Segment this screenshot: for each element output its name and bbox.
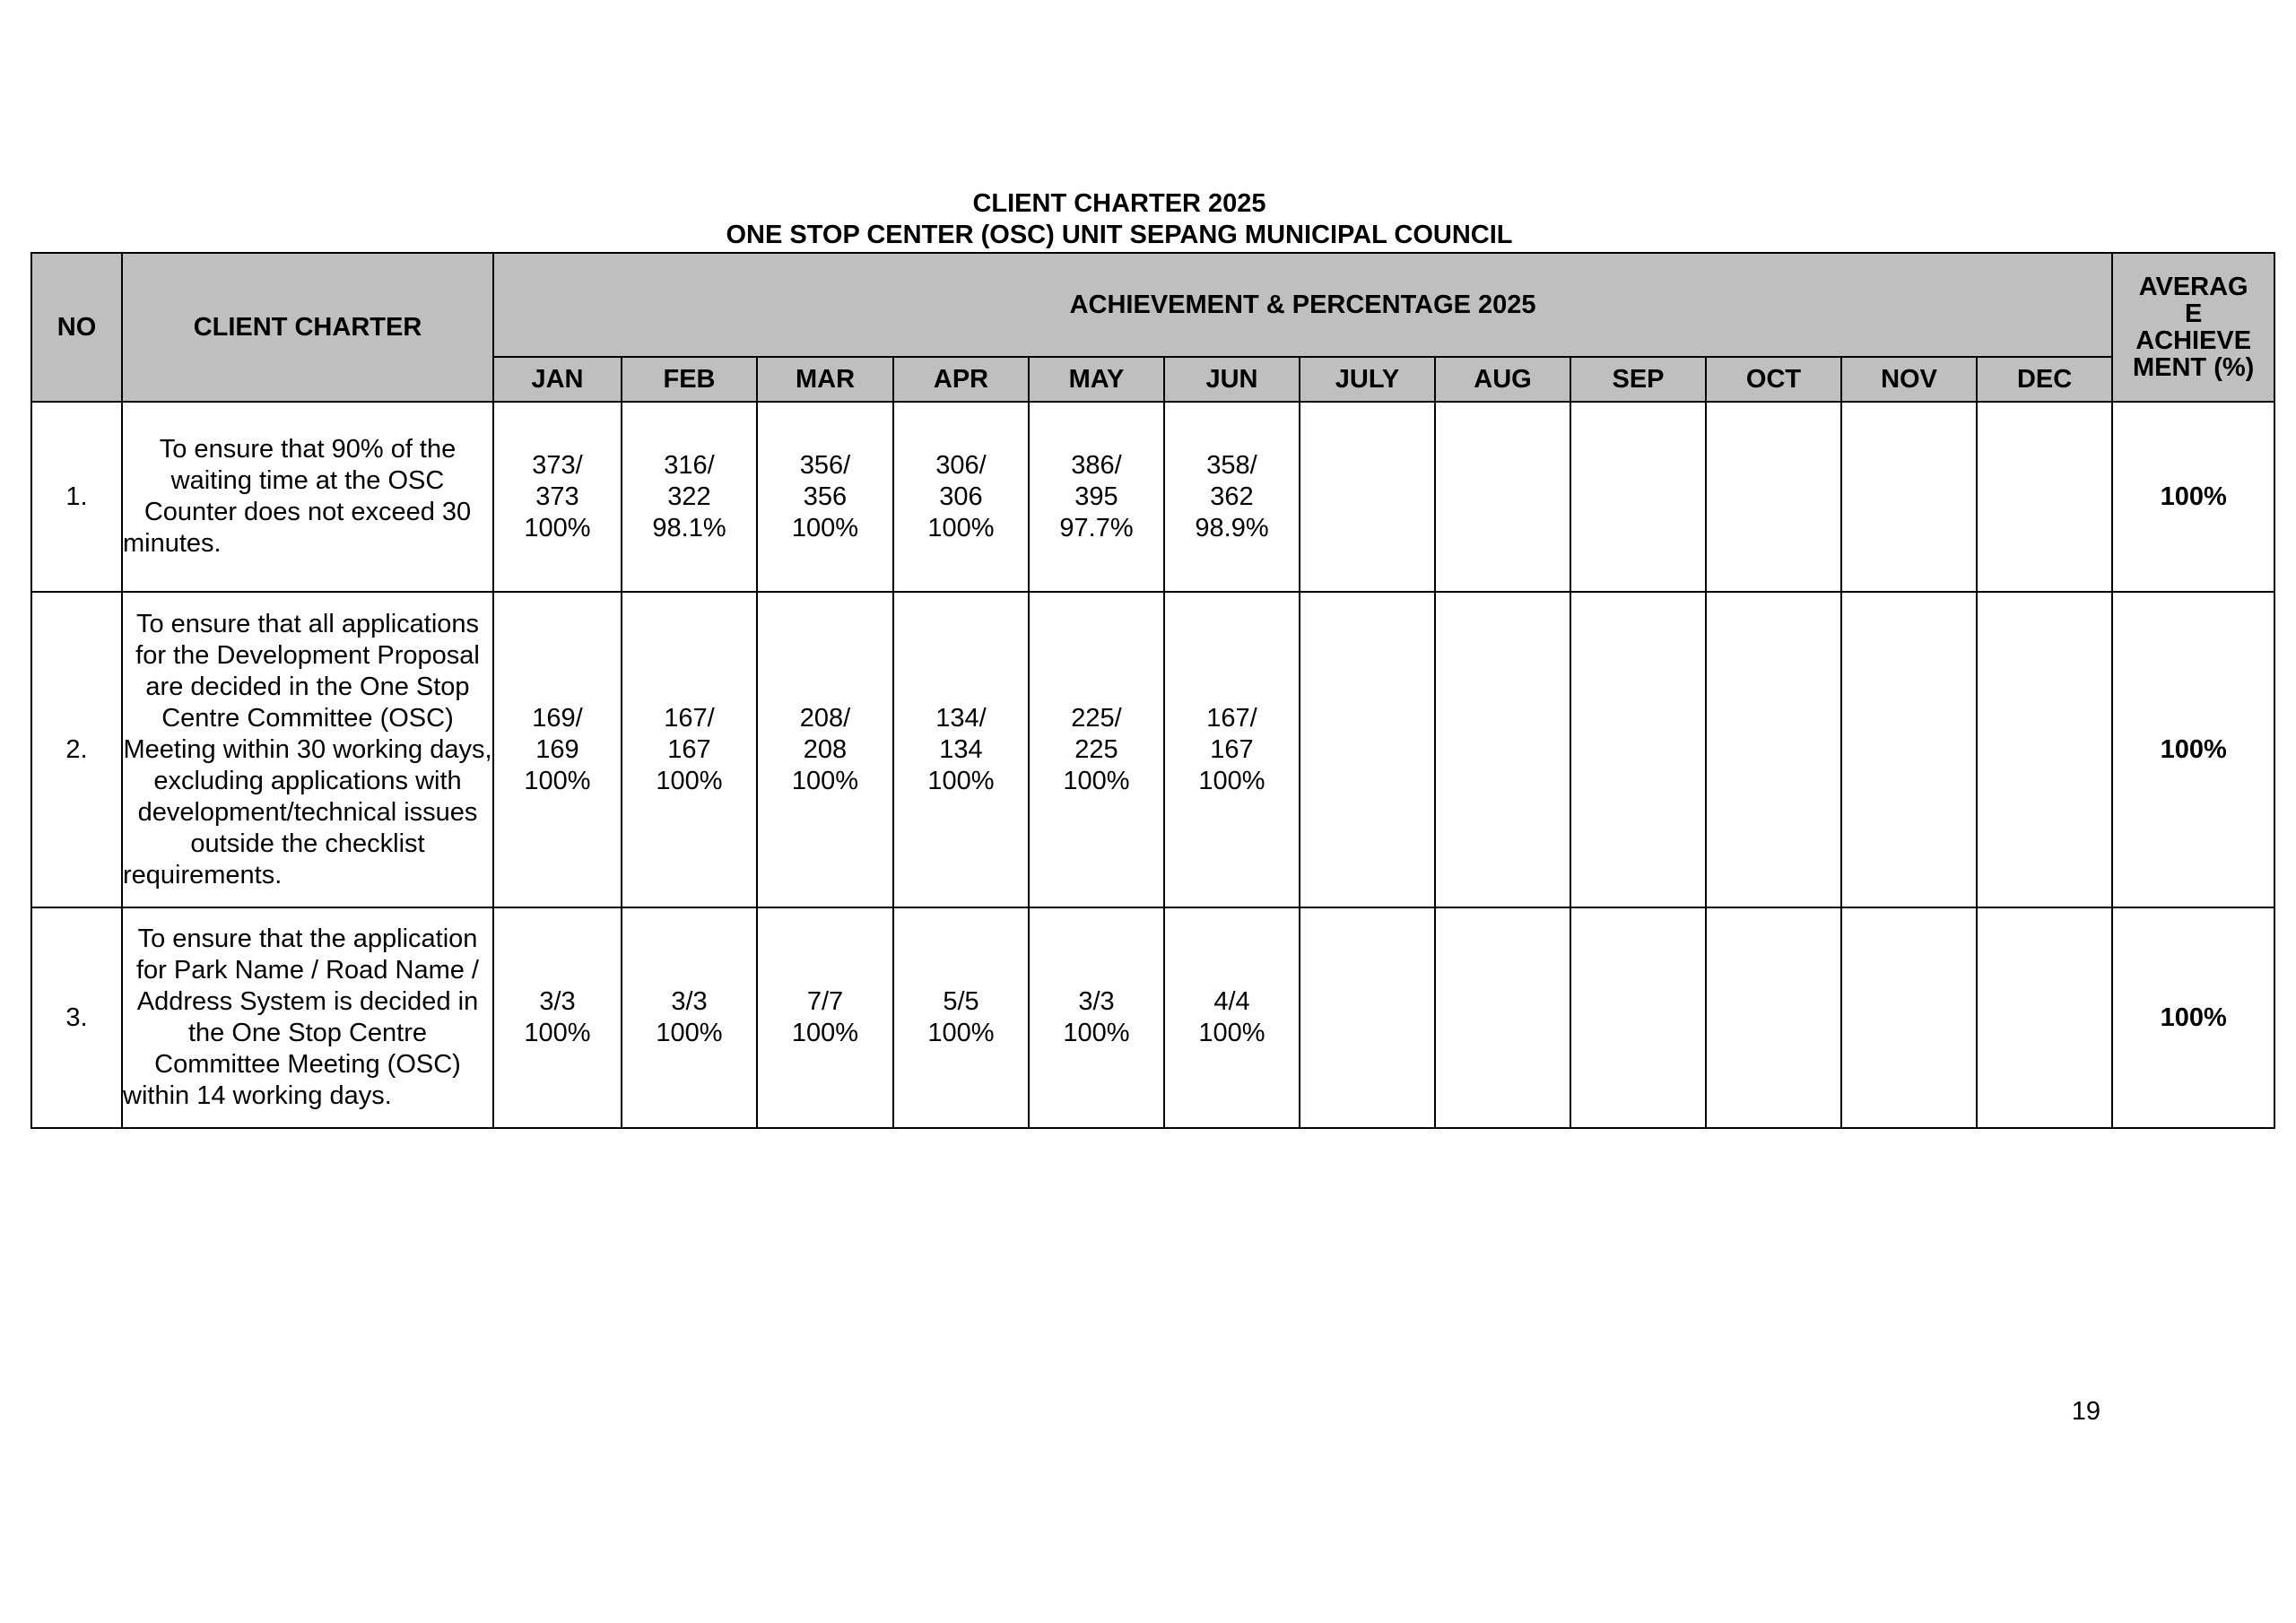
- charter-description: To ensure that 90% of the waiting time at the OSC Counter does not exceed 30 minutes.: [122, 402, 493, 592]
- value-line: 322: [667, 482, 711, 511]
- value-line: 134/: [935, 703, 987, 733]
- value-line: 356: [803, 482, 848, 511]
- value-line: 4/4: [1213, 987, 1250, 1016]
- month-value-cell: [893, 402, 1029, 592]
- document-title: CLIENT CHARTER 2025: [972, 189, 1266, 218]
- empty-month-cell: [1435, 592, 1570, 907]
- month-value-cell: [1029, 592, 1164, 907]
- value-line: 100%: [927, 766, 995, 795]
- row-number: 1.: [31, 402, 122, 592]
- header-average-line: ACHIEVE: [2135, 326, 2252, 355]
- month-value-cell: [622, 402, 757, 592]
- month-value-cell: [1029, 402, 1164, 592]
- average-achievement: 100%: [2112, 402, 2274, 592]
- value-line: 100%: [927, 1019, 995, 1047]
- value-line: 100%: [524, 513, 591, 542]
- empty-month-cell: [1841, 402, 1977, 592]
- value-line: 167: [667, 734, 711, 764]
- value-line: 3/3: [671, 987, 708, 1016]
- value-line: 225/: [1071, 703, 1122, 733]
- document-subtitle: ONE STOP CENTER (OSC) UNIT SEPANG MUNICIPAL COUNCIL: [726, 221, 1513, 249]
- month-value-cell: [1029, 907, 1164, 1128]
- empty-month-cell: [1570, 402, 1706, 592]
- month-header-jun: JUN: [1164, 357, 1300, 402]
- average-achievement: 100%: [2112, 592, 2274, 907]
- empty-month-cell: [1977, 907, 2112, 1128]
- value-line: 7/7: [806, 987, 844, 1016]
- empty-month-cell: [1706, 907, 1841, 1128]
- empty-month-cell: [1841, 592, 1977, 907]
- month-header-apr: APR: [893, 357, 1029, 402]
- value-line: 225: [1074, 734, 1118, 764]
- value-line: 5/5: [943, 987, 979, 1016]
- value-line: 100%: [791, 766, 859, 795]
- month-value-cell: [622, 592, 757, 907]
- table-row: [31, 402, 2274, 592]
- row-number: 3.: [31, 907, 122, 1128]
- month-header-feb: FEB: [622, 357, 757, 402]
- value-line: 3/3: [539, 987, 576, 1016]
- value-line: 208: [803, 734, 848, 764]
- month-value-cell: [893, 907, 1029, 1128]
- value-line: 100%: [656, 766, 723, 795]
- month-value-cell: [493, 402, 622, 592]
- month-header-july: JULY: [1300, 357, 1435, 402]
- empty-month-cell: [1300, 402, 1435, 592]
- value-line: 316/: [664, 450, 715, 480]
- value-line: 100%: [1063, 1019, 1130, 1047]
- value-line: 167/: [1206, 703, 1257, 733]
- empty-month-cell: [1300, 907, 1435, 1128]
- header-no: NO: [31, 253, 122, 402]
- header-average-line: E: [2184, 299, 2203, 328]
- month-header-oct: OCT: [1706, 357, 1841, 402]
- month-header-nov: NOV: [1841, 357, 1977, 402]
- client-charter-table: [30, 252, 2275, 1129]
- value-line: 169/: [532, 703, 583, 733]
- month-value-cell: [893, 592, 1029, 907]
- empty-month-cell: [1977, 592, 2112, 907]
- value-line: 134: [939, 734, 983, 764]
- empty-month-cell: [1300, 592, 1435, 907]
- value-line: 167: [1210, 734, 1254, 764]
- month-header-aug: AUG: [1435, 357, 1570, 402]
- month-value-cell: [757, 402, 893, 592]
- value-line: 395: [1074, 482, 1118, 511]
- empty-month-cell: [1435, 907, 1570, 1128]
- month-header-dec: DEC: [1977, 357, 2112, 402]
- table-row: [31, 907, 2274, 1128]
- value-line: 362: [1210, 482, 1254, 511]
- value-line: 100%: [1198, 1019, 1265, 1047]
- table-row: [31, 592, 2274, 907]
- value-line: 98.1%: [652, 513, 726, 542]
- empty-month-cell: [1706, 402, 1841, 592]
- month-header-may: MAY: [1029, 357, 1164, 402]
- month-value-cell: [493, 592, 622, 907]
- empty-month-cell: [1977, 402, 2112, 592]
- month-value-cell: [622, 907, 757, 1128]
- empty-month-cell: [1706, 592, 1841, 907]
- value-line: 3/3: [1078, 987, 1115, 1016]
- value-line: 373/: [532, 450, 583, 480]
- average-achievement: 100%: [2112, 907, 2274, 1128]
- header-average-line: MENT (%): [2132, 353, 2255, 382]
- charter-description: To ensure that the application for Park Name / Road Name / Address System is decided in the One Stop Centre Committee Meeting (OSC) within 14 working days.: [122, 907, 493, 1128]
- header-achievement: ACHIEVEMENT & PERCENTAGE 2025: [493, 253, 2112, 357]
- value-line: 100%: [927, 513, 995, 542]
- month-value-cell: [1164, 592, 1300, 907]
- empty-month-cell: [1841, 907, 1977, 1128]
- value-line: 306/: [935, 450, 987, 480]
- month-value-cell: [1164, 402, 1300, 592]
- value-line: 100%: [1198, 766, 1265, 795]
- value-line: 208/: [799, 703, 851, 733]
- value-line: 167/: [664, 703, 715, 733]
- month-value-cell: [757, 907, 893, 1128]
- month-value-cell: [757, 592, 893, 907]
- month-value-cell: [493, 907, 622, 1128]
- empty-month-cell: [1570, 907, 1706, 1128]
- value-line: 386/: [1071, 450, 1122, 480]
- header-average-line: AVERAG: [2138, 273, 2248, 301]
- value-line: 100%: [791, 513, 859, 542]
- month-header-jan: JAN: [493, 357, 622, 402]
- row-number: 2.: [31, 592, 122, 907]
- value-line: 100%: [791, 1019, 859, 1047]
- month-header-mar: MAR: [757, 357, 893, 402]
- value-line: 358/: [1206, 450, 1257, 480]
- month-header-sep: SEP: [1570, 357, 1706, 402]
- month-value-cell: [1164, 907, 1300, 1128]
- value-line: 100%: [656, 1019, 723, 1047]
- value-line: 100%: [1063, 766, 1130, 795]
- header-average: [2112, 253, 2274, 402]
- document-title-block: [0, 188, 2239, 251]
- value-line: 373: [535, 482, 579, 511]
- value-line: 100%: [524, 1019, 591, 1047]
- value-line: 306: [939, 482, 983, 511]
- value-line: 169: [535, 734, 579, 764]
- value-line: 100%: [524, 766, 591, 795]
- header-client-charter: CLIENT CHARTER: [122, 253, 493, 402]
- table-body: [31, 402, 2274, 1128]
- empty-month-cell: [1435, 402, 1570, 592]
- page-number: 19: [2071, 1397, 2100, 1426]
- value-line: 98.9%: [1195, 513, 1269, 542]
- empty-month-cell: [1570, 592, 1706, 907]
- value-line: 97.7%: [1059, 513, 1134, 542]
- charter-description: To ensure that all applications for the Development Proposal are decided in the One Stop Centre Committee (OSC) Meeting within 30 working days, excluding applications with development/technical issues outside the checklist requirements.: [122, 592, 493, 907]
- value-line: 356/: [799, 450, 851, 480]
